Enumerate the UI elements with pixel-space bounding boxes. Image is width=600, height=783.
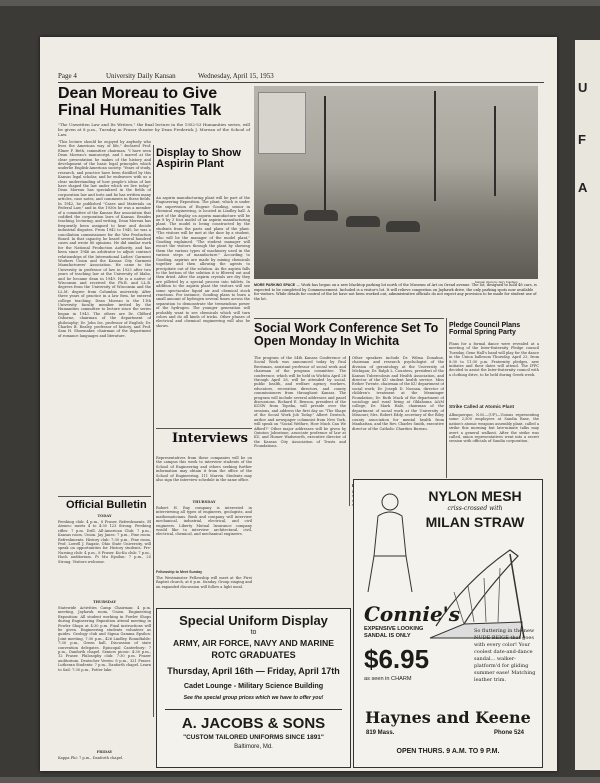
atomic-body: Albuquerque, N.M.—(UP)—Unions representing some 2,500 employees at Sandia Base, the nation's atomic weapons assembly plant, called a strike this morning but late-minute talks may avert a general walkout. After the strike was called, union representatives went into a secret session with officials of Sandia corporation.: [449, 413, 539, 444]
photo-credit: Kansan photo by Jerry Knudsen: [475, 280, 518, 284]
binder-strip-top: [0, 0, 600, 6]
bulletin-day: TODAY: [97, 514, 112, 518]
section-rule: [254, 318, 444, 319]
shoe-ad-price-note: as seen in CHARM: [364, 676, 412, 682]
section-rule: [156, 428, 252, 429]
atomic-subhead: Strike Called at Atomic Plant: [449, 405, 515, 410]
social-work-body-text: The program of the 54th Kansas Conference of Social Work was announced today by Paul Brotsman, assistant professor of social work and chairman of the program committee. The conference, which will be held in Wichita April 26 through April 28, will be attended by social, public health, and welfare agency workers, educators, recreation directors, and county commissioners from throughout Kansas. The program will include several addresses and panel discussions. Richard E. Benson, president of the KCSW from Topeka, will preside over the sessions, and address the first day on "The Shape of the Social Work Job Today." Albert Deutsch, author and newspaper columnist from New York, will speak on "Social Welfare, How Much Can We Afford?" Other major addresses will be given by Quinton Johnstone, associate professor of law at KU, and Homer Wadsworth, executive director of the Kansas City Association of Trusts and Foundations.: [254, 356, 346, 449]
adjacent-page-letter: F: [578, 132, 586, 147]
shoe-ad-line2: criss-crossed with: [447, 505, 503, 512]
column-rule: [153, 145, 154, 717]
pledge-body: Plans for a formal dance were revealed at a meeting of the Inter-fraternity Pledge council Tuesday. Gene Hall's band will play for the dance in the Union ballroom Thursday, April 23, from 8:30 to 11:30 p.m. Fraternity pledges, new initiates and their dates will attend. The IFPC decided to assist the Inter-fraternity council with a clothing drive, to be held during Greek week.: [449, 342, 539, 377]
page-number: Page 4: [58, 72, 77, 80]
masthead: [58, 72, 544, 83]
issue-date: Wednesday, April 15, 1953: [198, 72, 274, 80]
interviews-body: Representatives from these companies will be on the campus this week to interview students of the School of Engineering and others seeking further information may obtain it from the office of the School of Engineering, 111 Marvin. Students may also sign the interview schedule in the same office.: [156, 456, 252, 483]
photo-car: [264, 204, 298, 215]
shoe-ad-tag1: EXPENSIVE LOOKING: [364, 626, 424, 632]
caption-text: Work has begun on a new blacktop parking lot north of the Museum of Art on Oread avenue. The lot, designed to hold 48 cars, is expected to be completed by Commencement. Included is a visitor's lot. It will relieve congestion on Jayhawk drive, the only parking spots now available for visitors. While details for control of the lot have not been worked out, administrative officials do not expect any provision to be made for student use of the lot.: [254, 283, 537, 301]
uniform-ad: [156, 608, 351, 768]
bulletin-day: THURSDAY: [92, 600, 117, 604]
photo-building: [258, 92, 306, 154]
shoe-ad-line1: NYLON MESH: [428, 488, 522, 504]
uniform-ad-graduates: ROTC GRADUATES: [211, 650, 296, 660]
photo-car: [346, 216, 380, 227]
social-work-body-2: Other speakers include Dr. Wilma Donahue, chairman and research psychologist of the division of gerontology at the University of Michigan; Dr. Ralph L. Countess, president of the Kansas Tuberculosis and Health Association, and director of the KU student health service. Miss Esther Twente, chairman of the KU department of social work; Dr. Joseph D. Noonan, director of children's treatment at the Menninger Foundation; Dr. Ruth Mack of the department of sociology and rural living at Oklahoma A&M college; Dr. Mark Hale, chairman of the department of social work at the University of Missouri; Mrs. Robert Eddy, secretary of the Riley county association for mental health from Manhattan, and the Rev. Charles Smith, executive director of the Catholic Charities Bureau.: [352, 356, 444, 431]
uniform-ad-branches: ARMY, AIR FORCE, NAVY AND MARINE: [173, 638, 334, 648]
uniform-ad-tagline: "CUSTOM TAILORED UNIFORMS SINCE 1891": [183, 734, 324, 741]
fellowship-subhead: Fellowship to Meet Sunday: [156, 570, 203, 574]
social-work-body: [254, 356, 346, 508]
shoe-ad-price: $6.95: [364, 644, 430, 674]
photo-tree: [324, 96, 326, 216]
uniform-ad-note: See the special group prices which we have to offer you!: [183, 695, 324, 701]
pledge-headline: Pledge Council Plans Formal Spring Party: [449, 322, 521, 337]
uniform-ad-company: A. JACOBS & SONS: [181, 715, 326, 732]
shoe-ad-phone: Phone 524: [494, 730, 525, 736]
adjacent-page-edge: [575, 40, 600, 770]
social-work-headline: Social Work Conference Set To Open Monday In Wichita: [254, 321, 439, 348]
aspirin-headline: Display to Show Aspirin Plant: [156, 147, 241, 171]
uniform-ad-dates: Thursday, April 16th — Friday, April 17th: [167, 666, 340, 676]
paper-name: University Daily Kansan: [106, 72, 176, 80]
shoe-ad-brand: Connie's: [364, 602, 461, 626]
interviews-headline: Interviews: [172, 431, 248, 446]
adjacent-page-letter: U: [578, 80, 588, 95]
shoe-ad-copy: So fluttering in the new NUDE BEIGE that goes with every color! Your coolest date-and-dance sandal... walker-platform'd for gliding summer ease! Matching leather trim.: [474, 628, 536, 683]
adjacent-page-letter: A: [578, 180, 588, 195]
shoe-ad-line3: MILAN STRAW: [425, 514, 525, 530]
shoe-ad-hours: OPEN THURS. 9 A.M. TO 9 P.M.: [396, 748, 500, 755]
aspirin-body: An aspirin manufacturing plant will be part of the Engineering Exposition. The plant, which is under the supervision of Eugene Gooding, senior in chemical engineering, is located in Lindley hall. A part of the display on aspirin manufacture will be an 8 by 3 foot model of an aspirin manufacturing plant. The model is being constructed by the students from the parts and plans of the plant. "The visitors will be met at the door by a student, who will be the manager of the model plant," Gooding explained. "The student manager will escort the visitors through the plant by showing them the various types of machinery used in the various steps of manufacture." According to Gooding, aspirins are made by mixing chemicals together and then allowing the agents to precipitate out of the solution. As the aspirin falls to the bottom of the solution it is filtered out and then dried. After the aspirin crystals are dry they are pilleted by a special process into tablets. In addition to the aspirin plant the visitors will see some spectacular liquid air and chemical stock reactions. For instance, Gooding plans to burn a small amount of hydrogen several times across the separation to demonstrate the tremendous power of the hydrogen. The younger generation will probably want to see chemicals which will turn colors and do all kinds of tricks. Other phases of electrical and chemical engineering will also be shown.: [156, 196, 250, 328]
uniform-ad-city: Baltimore, Md.: [234, 744, 273, 750]
section-rule: [58, 496, 151, 497]
main-lead: "The Unwritten Law and Its Writers," the final lecture in the 1952-53 Humanities series, will be given at 8 p.m., Tuesday in Fraser theater by Dean Frederick J. Moreau of the School of Law.: [58, 122, 250, 137]
uniform-ad-place: Cadet Lounge - Military Science Building: [183, 681, 324, 690]
column-rule: [446, 318, 447, 478]
fellowship-body: The Westminster Fellowship will meet at the First Baptist church, at 6 p.m. Sunday. Group singing and an expanded discussion will follow a light meal.: [156, 576, 252, 589]
interviews-day: THURSDAY: [192, 500, 216, 504]
main-body: "This lecture should be enjoyed by anybody who lives the American way of life," declared Prof. Elmer F. Beth, committee chairman. "I have seen Dean Moreau's manuscript, and I marvel at the clear presentation he makes of the history and development of the basic legal principles which underlie English-American society. "Years of study, research, and practice have been distilled by this Kansas legal scholar, and he endeavors with us a clear understanding of how people's ideas of law have shaped the law under which we live today." Dean Moreau has specialized in the fields of corporation law and torts and he has written many articles, case notes, and comments in these fields. In 1942, he published "Cases and Materials on Federal Law," and in the 1930s he was a member of a committee of the Kansas Bar association that codified the corporation laws of Kansas. Besides teaching, lecturing, and writing, Dean Moreau has frequently been assigned to hear and decide industrial disputes. From 1942 to 1945, he was a conciliation commissioner for the War Production Board. In that capacity, he heard several hundred cases and wrote 80 opinions. He did similar work for the National Production Authority, and has been since 1946 an arbitrator to adjust contract relationships of the International Ladies' Garment Workers Union and the Kansas City Garment Manufacturers' Association. He came to the University in professor of law in 1923 after two years of teaching law at the University of Idaho, and he became dean in 1949. He is a native of Wisconsin and received the Ph.B. and LL.B. degrees from the University of Wisconsin and the LL.M. degree from Columbia university. After three years of practice in a law firm, he entered college teaching. Dean Moreau is the 11th University faculty member invited by the Humanities committee to lecture since the series began in 1943. The others are Dr. Clifford Osborne, chairman of the department of philosophy; Dr. John Ise, professor of English; Dr. Charles B. Realey, professor of history, and Prof. Sam H. Shoemaker, chairman of the department of romance languages and literature.: [58, 140, 151, 338]
shoe-ad-tag2: SANDAL IS ONLY: [364, 633, 411, 639]
shoe-ad-store: Haynes and Keene: [365, 708, 531, 727]
binder-strip-bottom: [0, 777, 600, 783]
shoe-ad-address: 819 Mass.: [366, 730, 395, 736]
caption-lead: MORE PARKING SPACE: [254, 283, 296, 287]
bulletin-headline: Official Bulletin: [66, 499, 147, 511]
photo-car: [304, 210, 338, 221]
photo-tree: [494, 106, 496, 196]
bulletin-thursday: Statewide Activities Camp Chairman: 4 p.m. meeting, Jayhawk room, Union. Engineering Exposition: All student working in Fowler Shops during Engineering Exposition attend meeting in Fowler Shops at 4:30 p.m. Final instructions will be given. Engineering students volunteer as guides. Geology club and Sigma Gamma Epsilon: Joint meeting, 7:30 p.m., 426 Lindley. Roundtable: 7:30 p.m., Green hall. Discussion of state convention delegates. Episcopal Canterbury: 7 p.m., Danforth chapel. Seniors picnic: 4:30 p.m., 12 Fraser. Philosophy club: 7:30 p.m. Frazer auditorium. Deutscher Verein: 8 p.m., 321 Fraser. Lutheran Students: 7 p.m., Danforth chapel. Learn to Sail: 7:30 p.m., Potter lake.: [58, 606, 151, 672]
main-headline: Dean Moreau to Give Final Humanities Talk: [58, 85, 222, 119]
uniform-ad-title: Special Uniform Display: [179, 613, 328, 628]
parking-lot-photo: [254, 86, 538, 279]
bulletin-day: FRIDAY: [96, 750, 113, 754]
ad-rule: [165, 709, 342, 710]
photo-caption: MORE PARKING SPACE — Work has begun on a new blacktop parking lot north of the Museum of Art on Oread avenue. The lot, designed to hold 48 cars, is expected to be completed by Commencement. Included is a visitor's lot. It will relieve congestion on Jayhawk drive, the only parking spots now available for visitors. While details for control of the lot have not been worked out, administrative officials do not expect any provision to be made for student use of the lot.: [254, 283, 537, 301]
bulletin-friday: Kappa Phi: 7 p.m., Danforth chapel.: [58, 756, 124, 760]
column-rule: [349, 356, 350, 506]
photo-car: [386, 221, 420, 232]
model-illustration: [360, 486, 420, 596]
bulletin-today: Pershing club: 4 p.m., 8 Fraser. Refreshments. El Ateneo: meets 4 to 4:30 123 Strong. Pershing rifles: 7 p.m. Drill. All-American Club: 7 p.m., Kansas room, Union. Jay Janes: 7 p.m., Pine room. Refreshments. History club: 7:30 p.m., Pine room. Prof. Lowell J. Ragatz, Ohio State University, will speak on opportunities for History students. Pre-Nursing club: 4 p.m., 8 Fraser. Ku-Ku club: 7 p.m., Hoch auditorium. Pi Mu Epsilon: 7 p.m., 25 Strong. Visitors welcome.: [58, 520, 151, 564]
shoe-ad: [353, 479, 543, 768]
photo-tree: [434, 91, 436, 201]
interviews-body-2: Robert H. Ray company is interested in interviewing all types of engineers, geologists, and mathematicians. Bush and company will interview mechanical, industrial, electrical, and civil engineers. Liberty Mutual Insurance company would like to interview architectural, civil, electrical, chemical, and mechanical engineers.: [156, 506, 252, 537]
uniform-ad-to: to: [250, 629, 257, 636]
